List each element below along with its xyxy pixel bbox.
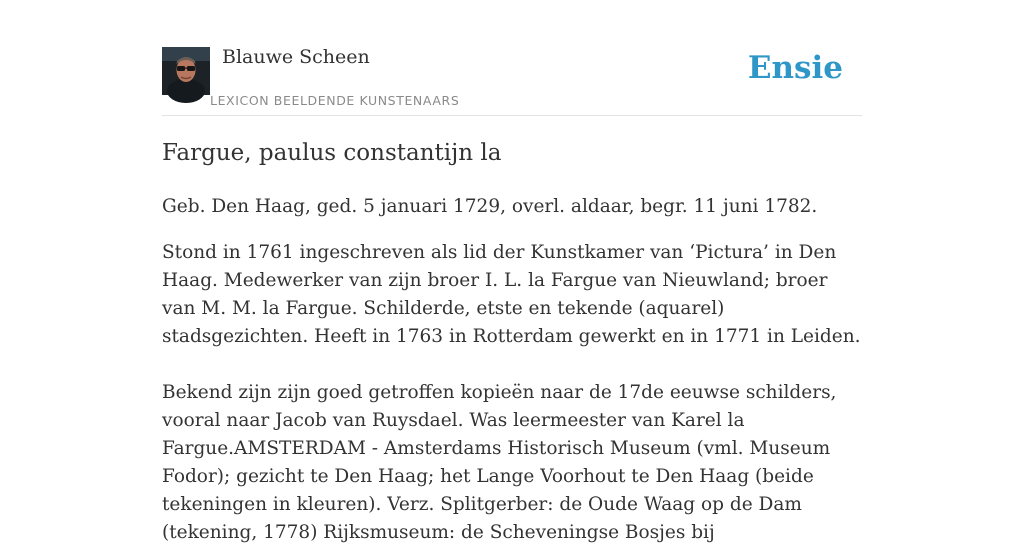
article-paragraph-works: Bekend zijn zijn goed getroffen kopieën naar de 17de eeuwse schilders, vooral naar Jacob van Ruysdael. Was leermeester van Karel la Fargue.AMSTERDAM - Amsterdams Historisch Museum (vml. Museum Fodor); gezicht te Den Haag; het Lange Voorhout te Den Haag (beide tekeningen in kleuren). Verz. Splitgerber: de Oude Waag op de Dam (tekening, 1778) Rijksmuseum: de Scheveningse Bosjes bij bbox=[162, 382, 837, 543]
publication-name[interactable]: LEXICON BEELDENDE KUNSTENAARS bbox=[210, 93, 460, 108]
author-name[interactable]: Blauwe Scheen bbox=[222, 46, 370, 68]
article-paragraph-birth: Geb. Den Haag, ged. 5 januari 1729, overl. aldaar, begr. 11 juni 1782. bbox=[162, 196, 818, 217]
header bbox=[162, 46, 862, 116]
page-title: Fargue, paulus constantijn la bbox=[162, 140, 502, 166]
article-paragraph-career: Stond in 1761 ingeschreven als lid der Kunstkamer van ‘Pictura’ in Den Haag. Medewerker van zijn broer I. L. la Fargue van Nieuwland; broer van M. M. la Fargue. Schilderde, etste en tekende (aquarel) stadsgezichten. Heeft in 1763 in Rotterdam gewerkt en in 1771 in Leiden. bbox=[162, 242, 861, 347]
avatar[interactable] bbox=[162, 47, 210, 95]
site-logo[interactable]: Ensie bbox=[747, 50, 843, 86]
avatar-image bbox=[162, 47, 210, 95]
